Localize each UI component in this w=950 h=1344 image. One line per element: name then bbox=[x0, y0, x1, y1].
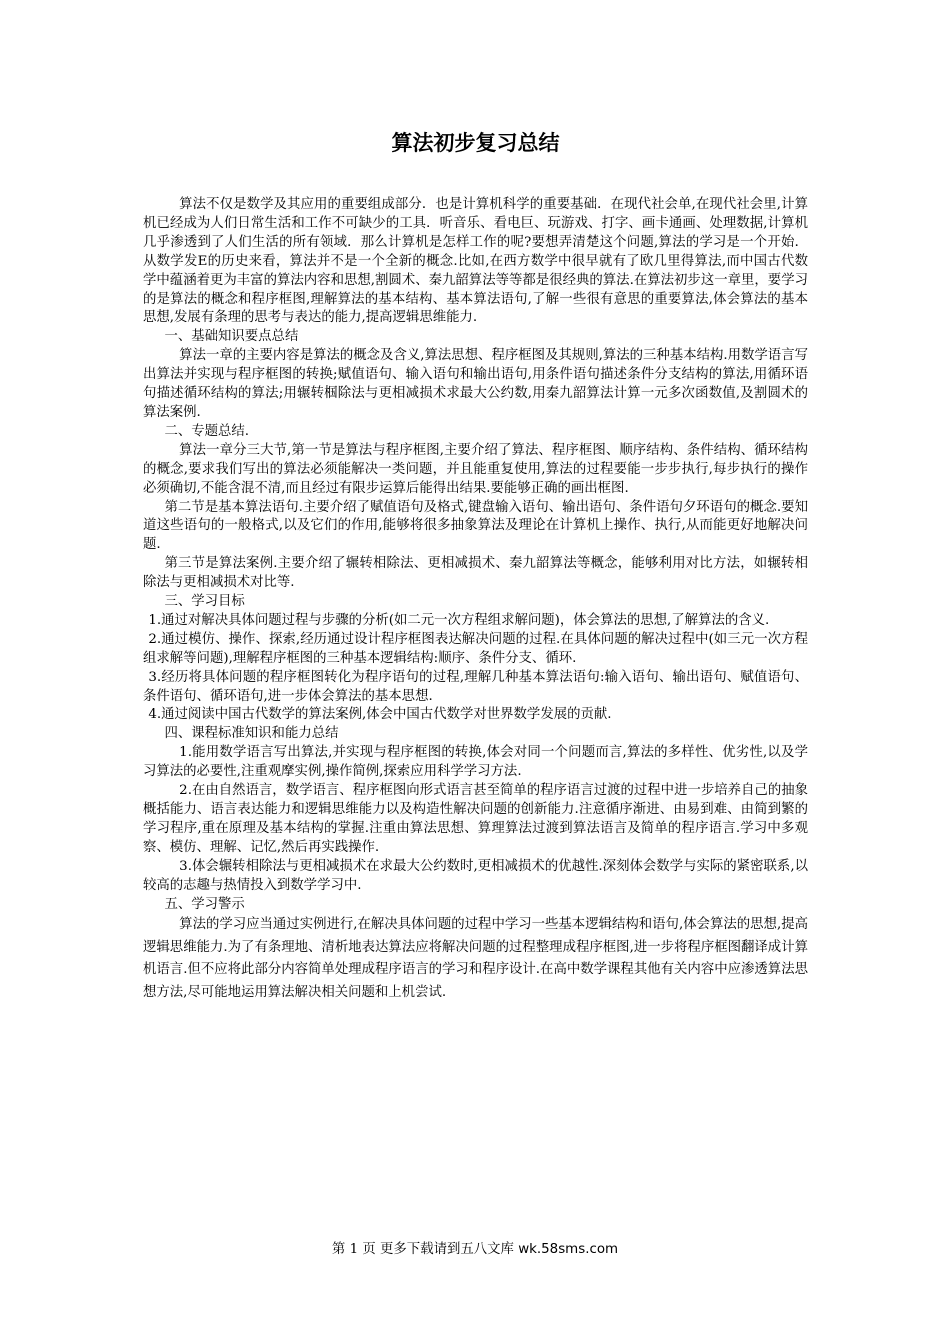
section3-item-3: 3.经历将具体问题的程序框图转化为程序语句的过程,理解几种基本算法语句:输入语句、输出语句、赋值语句、条件语句、循环语句,进一步体会算法的基本思想. bbox=[143, 669, 808, 704]
section5-body: 算法的学习应当通过实例进行,在解决具体问题的过程中学习一些基本逻辑结构和语句,体会算法的思想,提高逻辑思维能力.为了有条理地、清析地表达算法应将解决问题的过程整理成程序框图,进一步将程序框图翻译成计算机语言.但不应将此部分内容简单处理成程序语言的学习和程序设计.在高中数学课程其他有关内容中应渗透算法思想方法,尽可能地运用算法解决相关问题和上机尝试. bbox=[143, 917, 808, 1000]
section4-item-3: 3.体会辗转相除法与更相减损术在求最大公约数时,更相减损术的优越性.深刻体会数学与实际的紧密联系,以较高的志趣与热情投入到数学学习中. bbox=[143, 858, 808, 893]
section2-paragraph-1: 算法一章分三大节,第一节是算法与程序框图,主要介绍了算法、程序框图、顺序结构、条件结构、循环结构的概念,要求我们写出的算法必须能解决一类问题，并且能重复使用,算法的过程要能一步步执行,每步执行的操作必须确切,不能含混不清,而且经过有限步运算后能得出结果.要能够正确的画出框图. bbox=[143, 442, 808, 496]
intro-paragraph: 算法不仅是数学及其应用的重要组成部分．也是计算机科学的重要基础．在现代社会单,在现代社会里,计算机已经成为人们日常生活和工作不可缺少的工具．听音乐、看电巨、玩游戏、打字、画卡通画、处理数据,计算机几乎渗透到了人们生活的所有领域．那么计算机是怎样工作的呢?要想弄清楚这个问题,算法的学习是一个开始． 从数学发E的历史来看，算法并不是一个全新的概念.比如,在西方数学中很早就有了欧几里得算法,而中国古代数学中蕴涵着更为丰富的算法内容和思想,割圆术、秦九韶算法等等都是很经典的算法.在算法初步这一章里，要学习的是算法的概念和程序框图,理解算法的基本结构、基本算法语句,了解一些很有意思的重要算法,体会算法的基本思想,发展有条理的思考与表达的能力,提高逻辑思维能力. bbox=[143, 197, 808, 326]
section4-heading: 四、课程标准知识和能力总结 bbox=[164, 726, 339, 742]
footer-site-link[interactable]: wk.58sms.com bbox=[518, 1242, 619, 1257]
section3-heading: 三、学习目标 bbox=[164, 594, 245, 610]
section2-paragraph-2: 第二节是基本算法语句.主要介绍了赋值语句及格式,键盘输入语句、输出语句、条件语句夕环语句的概念.要知道这些语句的一般格式,以及它们的作用,能够将很多抽象算法及理论在计算机上操作、执行,从而能更好地解决问题. bbox=[143, 499, 808, 553]
document-page bbox=[143, 128, 808, 1004]
footer-page-number: 1 bbox=[349, 1242, 359, 1257]
section1-heading: 一、基础知识要点总结 bbox=[164, 329, 299, 345]
footer-page-suffix: 页 更多下载请到五八文库 bbox=[362, 1242, 514, 1257]
section3-item-2: 2.通过模仿、操作、探索,经历通过设计程序框图表达解决问题的过程.在具体问题的解决过程中(如三元一次方程组求解等问题),理解程序框图的三种基本逻辑结构:顺序、条件分支、循环. bbox=[143, 631, 808, 666]
section4-item-1: 1.能用数学语言写出算法,并实现与程序框图的转换,体会对同一个问题而言,算法的多样性、优劣性,以及学习算法的必要性,注重观摩实例,操作简例,探索应用科学学习方法. bbox=[143, 745, 808, 780]
section2-heading: 二、专题总结. bbox=[164, 423, 250, 439]
section5-heading: 五、学习警示 bbox=[164, 896, 245, 912]
section3-item-1: 1.通过对解决具体问题过程与步骤的分析(如二元一次方程组求解问题)，体会算法的思想,了解算法的含义. bbox=[148, 612, 770, 628]
section2-paragraph-3: 第三节是算法案例.主要介绍了辗转相除法、更相减损术、秦九韶算法等概念，能够利用对比方法，如辗转相除法与更相减损术对比等. bbox=[143, 556, 808, 591]
section3-item-4: 4.通过阅读中国古代数学的算法案例,体会中国古代数学对世界数学发展的贡献. bbox=[148, 707, 612, 723]
section1-body: 算法一章的主要内容是算法的概念及含义,算法思想、程序框图及其规则,算法的三种基本结构.用数学语言写出算法并实现与程序框图的转换;赋值语句、输入语句和输出语句,用条件语句描述条件分支结构的算法,用循环语句描述循环结构的算法;用辗转椢除法与更相减损术求最大公约数,用秦九韶算法计算一元多次函数值,及割圆术的算法案例. bbox=[143, 348, 808, 420]
section4-item-2: 2.在由自然语言，数学语言、程序框图向形式语言甚至简单的程序语言过渡的过程中进一步培养自己的抽象概括能力、语言表达能力和逻辑思维能力以及构造性解决问题的创新能力.注意循序渐进、由易到难、由简到繁的学习程序,重在原理及基本结构的掌握.注重由算法思想、算理算法过渡到算法语言及简单的程序语言.学习中多观察、模仿、理解、记忆,然后再实践操作. bbox=[143, 783, 808, 855]
document-title: 算法初步复习总结 bbox=[391, 131, 560, 155]
footer-page-prefix: 第 bbox=[331, 1242, 346, 1257]
page-footer bbox=[0, 1240, 950, 1260]
